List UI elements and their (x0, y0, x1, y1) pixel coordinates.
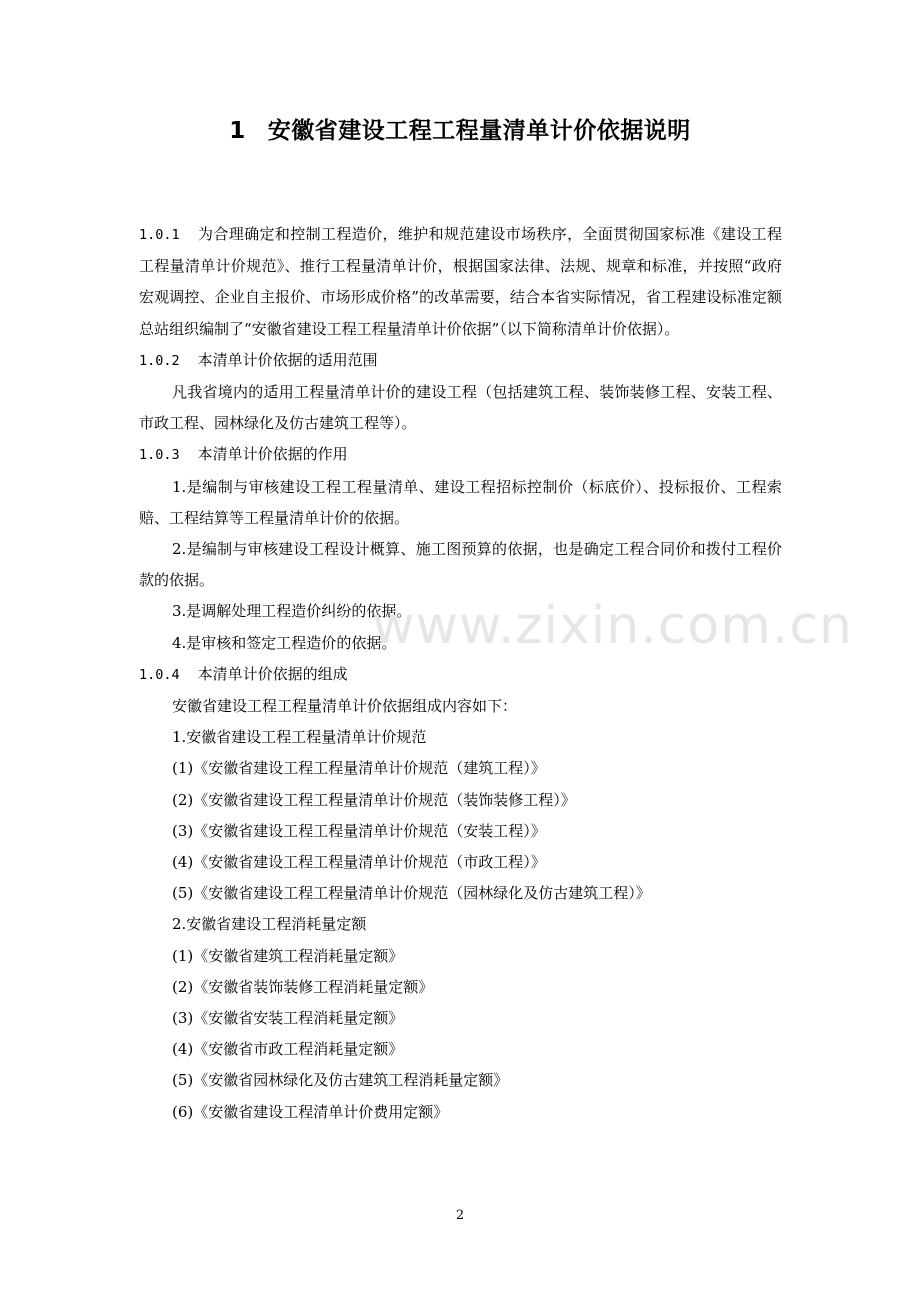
section-1-0-2-text: 凡我省境内的适用工程量清单计价的建设工程（包括建筑工程、装饰装修工程、安装工程、市政工程、园林绿化及仿古建筑工程等）。 (139, 383, 782, 433)
list-item: (3)《安徽省建设工程工程量清单计价规范（安装工程）》 (172, 821, 546, 840)
section-number: 1.0.2 (139, 352, 180, 369)
list-item: 2.是编制与审核建设工程设计概算、施工图预算的依据，也是确定工程合同价和拨付工程价款的依据。 (139, 540, 782, 590)
list-item: (2)《安徽省建设工程工程量清单计价规范（装饰装修工程）》 (172, 790, 576, 809)
section-heading: 本清单计价依据的组成 (197, 664, 348, 683)
section-1-0-4-heading (139, 659, 782, 691)
section-1-0-3-heading (139, 439, 782, 471)
section-text: 为合理确定和控制工程造价，维护和规范建设市场秩序，全面贯彻国家标准《建设工程工程量清单计价规范》、推行工程量清单计价，根据国家法律、法规、规章和标准，并按照“政府宏观调控、企业自主报价、市场形成价格”的改革需要，结合本省实际情况，省工程建设标准定额总站组织编制了“安徽省建设工程工程量清单计价依据”（以下简称清单计价依据）。 (139, 225, 782, 338)
list-item: (5)《安徽省建设工程工程量清单计价规范（园林绿化及仿古建筑工程）》 (172, 884, 651, 903)
section-1-0-1 (139, 219, 782, 345)
group-title-2: 2.安徽省建设工程消耗量定额 (172, 915, 367, 934)
section-heading: 本清单计价依据的作用 (197, 445, 348, 464)
list-item: 3.是调解处理工程造价纠纷的依据。 (172, 602, 412, 621)
list-item: (5)《安徽省园林绿化及仿古建筑工程消耗量定额》 (172, 1071, 509, 1090)
section-heading: 本清单计价依据的适用范围 (197, 350, 378, 369)
list-item: (1)《安徽省建设工程工程量清单计价规范（建筑工程）》 (172, 759, 546, 778)
section-number: 1.0.1 (139, 227, 180, 243)
list-item: (1)《安徽省建筑工程消耗量定额》 (172, 946, 404, 965)
list-item: 4.是审核和签定工程造价的依据。 (172, 633, 397, 652)
list-item: (3)《安徽省安装工程消耗量定额》 (172, 1009, 404, 1028)
title-text: 安徽省建设工程工程量清单计价依据说明 (267, 118, 691, 144)
page-number: 2 (455, 1208, 465, 1223)
list-item: 1.是编制与审核建设工程工程量清单、建设工程招标控制价（标底价）、投标报价、工程索赔、工程结算等工程量清单计价的依据。 (139, 477, 782, 527)
watermark: www.zixin.com.cn (372, 596, 853, 656)
list-item: (2)《安徽省装饰装修工程消耗量定额》 (172, 977, 434, 996)
list-item: (4)《安徽省市政工程消耗量定额》 (172, 1040, 404, 1059)
document-body (139, 219, 782, 1128)
group-title-1: 1.安徽省建设工程工程量清单计价规范 (172, 728, 427, 747)
section-intro: 安徽省建设工程工程量清单计价依据组成内容如下： (172, 697, 518, 716)
section-1-0-2-heading (139, 345, 782, 377)
list-item: (4)《安徽省建设工程工程量清单计价规范（市政工程）》 (172, 853, 546, 872)
title-number: 1 (229, 118, 246, 144)
section-number: 1.0.3 (139, 447, 180, 464)
list-item: (6)《安徽省建设工程清单计价费用定额》 (172, 1102, 449, 1121)
page-title (0, 112, 920, 145)
section-number: 1.0.4 (139, 666, 180, 683)
